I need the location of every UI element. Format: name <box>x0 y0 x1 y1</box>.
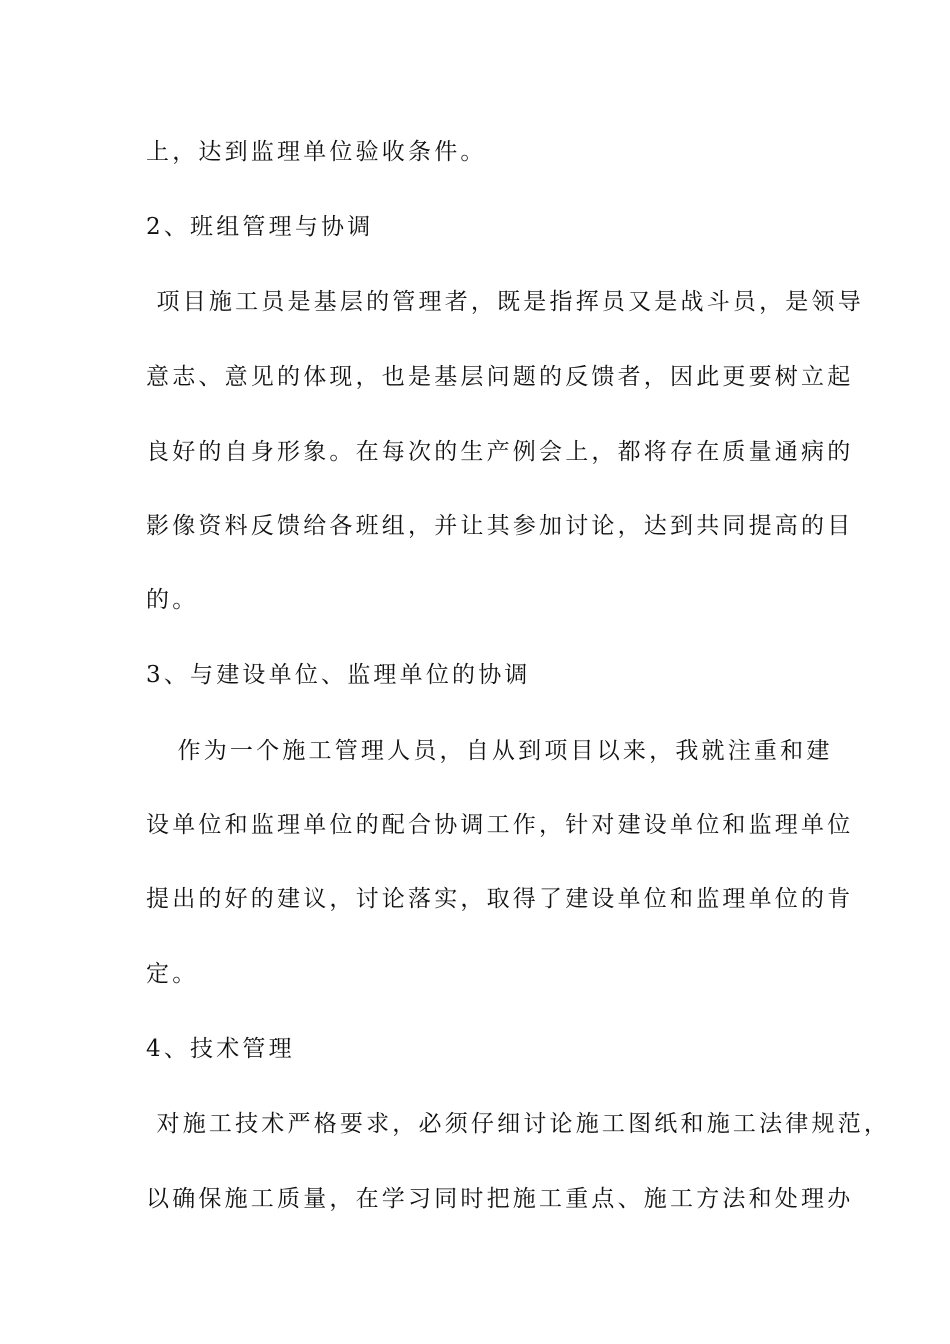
paragraph-line: 提出的好的建议，讨论落实，取得了建设单位和监理单位的肯 <box>146 886 854 912</box>
paragraph-line: 影像资料反馈给各班组，并让其参加讨论，达到共同提高的目 <box>146 513 854 539</box>
paragraph-line: 对施工技术严格要求，必须仔细讨论施工图纸和施工法律规范， <box>146 1111 891 1137</box>
paragraph-line: 作为一个施工管理人员，自从到项目以来，我就注重和建 <box>146 738 833 764</box>
paragraph-line: 设单位和监理单位的配合协调工作，针对建设单位和监理单位 <box>146 812 854 838</box>
paragraph-line: 良好的自身形象。在每次的生产例会上，都将存在质量通病的 <box>146 439 854 465</box>
paragraph-line: 意志、意见的体现，也是基层问题的反馈者，因此更要树立起 <box>146 364 854 390</box>
section-heading: 2、班组管理与协调 <box>146 214 374 240</box>
paragraph-line: 的。 <box>146 587 199 613</box>
paragraph-line: 上，达到监理单位验收条件。 <box>146 139 487 165</box>
paragraph-line: 定。 <box>146 961 199 987</box>
paragraph-line: 以确保施工质量，在学习同时把施工重点、施工方法和处理办 <box>146 1186 854 1212</box>
section-heading: 4、技术管理 <box>146 1036 295 1062</box>
section-heading: 3、与建设单位、监理单位的协调 <box>146 662 531 688</box>
paragraph-line: 项目施工员是基层的管理者，既是指挥员又是战斗员，是领导 <box>146 289 864 315</box>
